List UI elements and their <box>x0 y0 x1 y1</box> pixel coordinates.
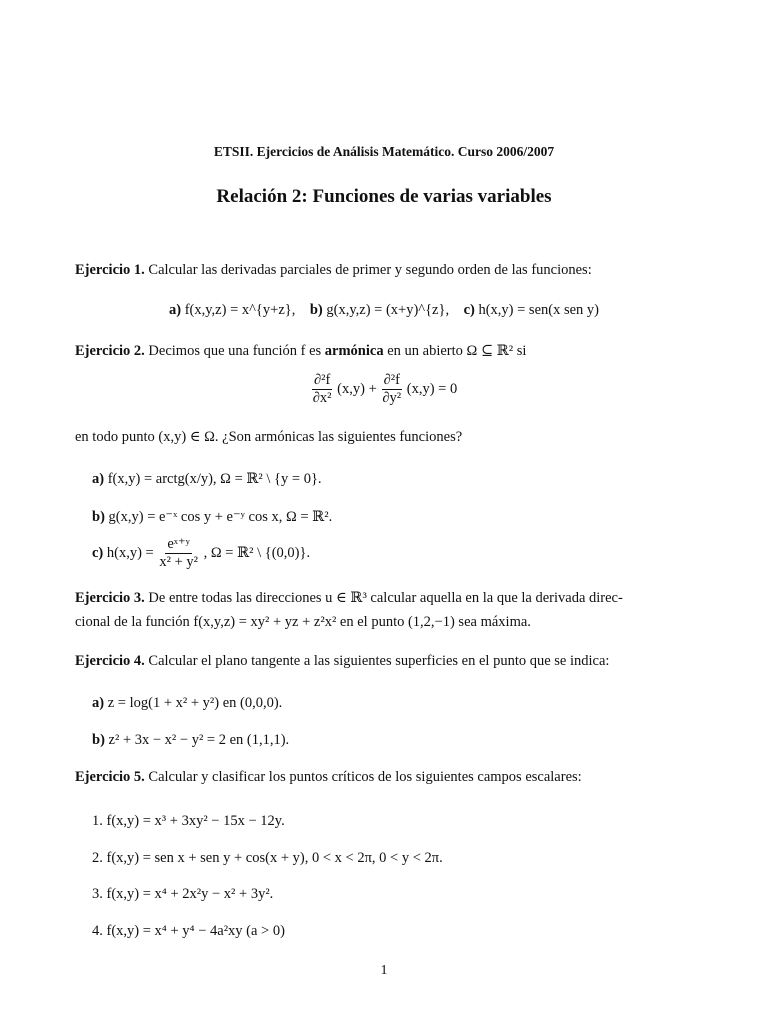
exercise-1-item-b-math: g(x,y,z) = (x+y)^{z}, <box>326 302 450 318</box>
exercise-5-item-3-label: 3. <box>92 886 103 902</box>
exercise-5-item-1 <box>92 814 285 829</box>
exercise-2-item-c-fraction <box>157 537 200 570</box>
equation-fraction-2 <box>380 373 403 406</box>
equation-fraction-1-numerator: ∂²f <box>312 373 332 390</box>
exercise-4-item-b <box>92 733 289 748</box>
exercise-4-item-a-math: z = log(1 + x² + y²) en (0,0,0). <box>107 695 283 711</box>
exercise-5-item-3 <box>92 887 273 902</box>
exercise-2-item-c-math-pre: h(x,y) = <box>106 545 154 562</box>
exercise-2-item-c-denominator: x² + y² <box>159 554 198 571</box>
exercise-1-text: Calcular las derivadas parciales de primer y segundo orden de las funciones: <box>148 262 592 278</box>
exercise-5-item-4-label: 4. <box>92 923 103 939</box>
exercise-1-functions <box>0 303 768 318</box>
exercise-2-item-c-math-post: , Ω = ℝ² \ {(0,0)}. <box>203 545 311 562</box>
exercise-1-item-a-math: f(x,y,z) = x^{y+z}, <box>184 302 296 318</box>
exercise-2-item-a-label: a) <box>92 471 105 487</box>
exercise-3-line-2: cional de la función f(x,y,z) = xy² + yz + z²x² en el punto (1,2,−1) sea máxima. <box>75 614 531 630</box>
exercise-2-item-c <box>92 537 310 570</box>
exercise-4-statement <box>75 654 609 669</box>
exercise-5-text: Calcular y clasificar los puntos críticos de los siguientes campos escalares: <box>148 769 582 785</box>
page-number: 1 <box>380 963 388 978</box>
document-header: ETSII. Ejercicios de Análisis Matemático. Curso 2006/2007 <box>213 144 555 159</box>
exercise-5-item-1-math: f(x,y) = x³ + 3xy² − 15x − 12y. <box>106 813 285 829</box>
exercise-4-label: Ejercicio 4. <box>75 653 145 669</box>
exercise-5-item-3-math: f(x,y) = x⁴ + 2x²y − x² + 3y². <box>106 886 274 902</box>
equation-fraction-1-denominator: ∂x² <box>312 390 332 407</box>
exercise-5-item-2 <box>92 851 443 866</box>
exercise-4-item-a-label: a) <box>92 695 105 711</box>
exercise-1-statement <box>75 263 592 278</box>
exercise-1-label: Ejercicio 1. <box>75 262 145 278</box>
exercise-2-item-a <box>92 472 322 487</box>
exercise-2-question: en todo punto (x,y) ∈ Ω. ¿Son armónicas las siguientes funciones? <box>75 429 463 445</box>
exercise-5-item-2-label: 2. <box>92 850 103 866</box>
exercise-5-item-1-label: 1. <box>92 813 103 829</box>
exercise-2-item-c-label: c) <box>92 545 104 562</box>
exercise-2-statement <box>75 344 526 359</box>
exercise-2-item-c-numerator: eˣ⁺ʸ <box>165 537 192 554</box>
equation-term-1-tail: (x,y) + <box>337 381 377 398</box>
exercise-3-label: Ejercicio 3. <box>75 590 145 606</box>
exercise-2-item-a-math: f(x,y) = arctg(x/y), Ω = ℝ² \ {y = 0}. <box>107 471 322 487</box>
equation-fraction-2-denominator: ∂y² <box>382 390 402 407</box>
exercise-2-label: Ejercicio 2. <box>75 343 145 359</box>
exercise-1-item-b-label: b) <box>309 302 323 318</box>
exercise-4-text: Calcular el plano tangente a las siguientes superficies en el punto que se indica: <box>148 653 610 669</box>
exercise-1-item-c-math: h(x,y) = sen(x sen y) <box>478 302 599 318</box>
exercise-1-item-c-label: c) <box>463 302 475 318</box>
exercise-2-text-after: en un abierto Ω ⊆ ℝ² si <box>387 343 527 359</box>
exercise-5-item-2-math: f(x,y) = sen x + sen y + cos(x + y), 0 < x < 2π, 0 < y < 2π. <box>106 850 443 866</box>
exercise-5-statement <box>75 770 582 785</box>
exercise-2-equation <box>0 373 768 406</box>
page-title: Relación 2: Funciones de varias variables <box>216 186 552 207</box>
exercise-2-text-before: Decimos que una función f es <box>148 343 322 359</box>
exercise-4-item-a <box>92 696 282 711</box>
exercise-1-item-a-label: a) <box>169 302 182 318</box>
exercise-3-text-line-1: De entre todas las direcciones u ∈ ℝ³ calcular aquella en la que la derivada direc- <box>148 590 623 606</box>
exercise-5-item-4-math: f(x,y) = x⁴ + y⁴ − 4a²xy (a > 0) <box>106 923 285 939</box>
exercise-4-item-b-label: b) <box>92 732 105 748</box>
exercise-2-item-b-math: g(x,y) = e⁻ˣ cos y + e⁻ʸ cos x, Ω = ℝ². <box>108 509 333 525</box>
exercise-4-item-b-math: z² + 3x − x² − y² = 2 en (1,1,1). <box>108 732 290 748</box>
exercise-2-bold-word: armónica <box>324 343 384 359</box>
exercise-5-label: Ejercicio 5. <box>75 769 145 785</box>
exercise-3-line-1 <box>75 591 623 606</box>
exercise-5-item-4 <box>92 924 285 939</box>
equation-fraction-1 <box>311 373 334 406</box>
exercise-2-item-b-label: b) <box>92 509 105 525</box>
exercise-2-item-b <box>92 510 332 525</box>
equation-term-2-tail: (x,y) = 0 <box>406 381 458 398</box>
equation-fraction-2-numerator: ∂²f <box>382 373 402 390</box>
